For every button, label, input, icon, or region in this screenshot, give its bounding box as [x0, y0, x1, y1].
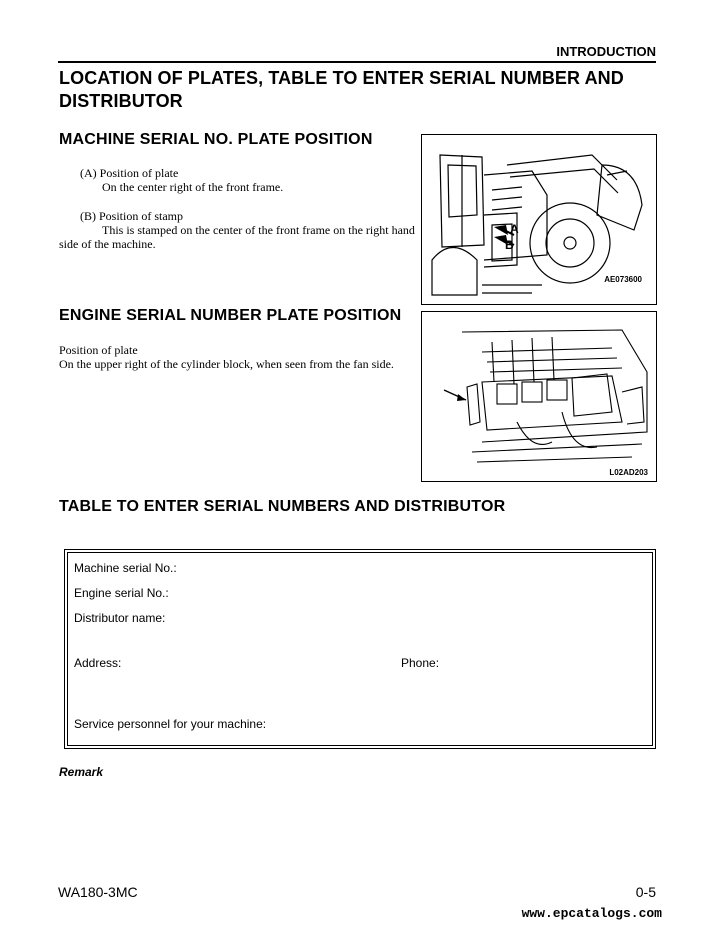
watermark-text: www.epcatalogs.com: [521, 906, 662, 921]
engine-block-illustration: [422, 312, 656, 481]
phone-label: Phone:: [401, 656, 440, 670]
callout-b: B: [505, 238, 514, 252]
machine-serial-label: Machine serial No.:: [74, 561, 177, 575]
machine-plate-figure: [421, 134, 657, 305]
serial-entry-table-inner: [67, 552, 653, 746]
footer-page-number: 0-5: [635, 884, 656, 900]
engine-serial-label: Engine serial No.:: [74, 586, 169, 600]
engine-plate-heading: ENGINE SERIAL NUMBER PLATE POSITION: [59, 307, 402, 324]
engine-plate-figure: [421, 311, 657, 482]
address-label: Address:: [74, 656, 122, 670]
machine-plate-item-b-label: (B) Position of stamp: [80, 209, 184, 223]
machine-plate-item-a-text: On the center right of the front frame.: [102, 180, 284, 194]
section-header: INTRODUCTION: [556, 44, 656, 59]
serial-table-heading: TABLE TO ENTER SERIAL NUMBERS AND DISTRIBUTOR: [59, 498, 506, 515]
distributor-name-label: Distributor name:: [74, 611, 166, 625]
machine-plate-heading: MACHINE SERIAL NO. PLATE POSITION: [59, 131, 373, 148]
service-personnel-label: Service personnel for your machine:: [74, 717, 267, 731]
machine-figure-caption: AE073600: [604, 275, 642, 284]
engine-plate-line2: On the upper right of the cylinder block, when seen from the fan side.: [59, 357, 394, 371]
callout-a: A: [510, 222, 519, 236]
machine-plate-item-b-text-cont: side of the machine.: [59, 237, 156, 251]
serial-entry-table: [64, 549, 656, 749]
footer-model: WA180-3MC: [58, 884, 138, 900]
machine-plate-item-b-text: This is stamped on the center of the front frame on the right hand: [102, 223, 415, 237]
machine-plate-item-a-label: (A) Position of plate: [80, 166, 179, 180]
engine-plate-line1: Position of plate: [59, 343, 138, 357]
engine-figure-caption: L02AD203: [609, 468, 648, 477]
remark-label: Remark: [59, 765, 104, 779]
header-divider: [58, 61, 656, 63]
page-title: LOCATION OF PLATES, TABLE TO ENTER SERIAL NUMBER AND DISTRIBUTOR: [59, 68, 624, 111]
